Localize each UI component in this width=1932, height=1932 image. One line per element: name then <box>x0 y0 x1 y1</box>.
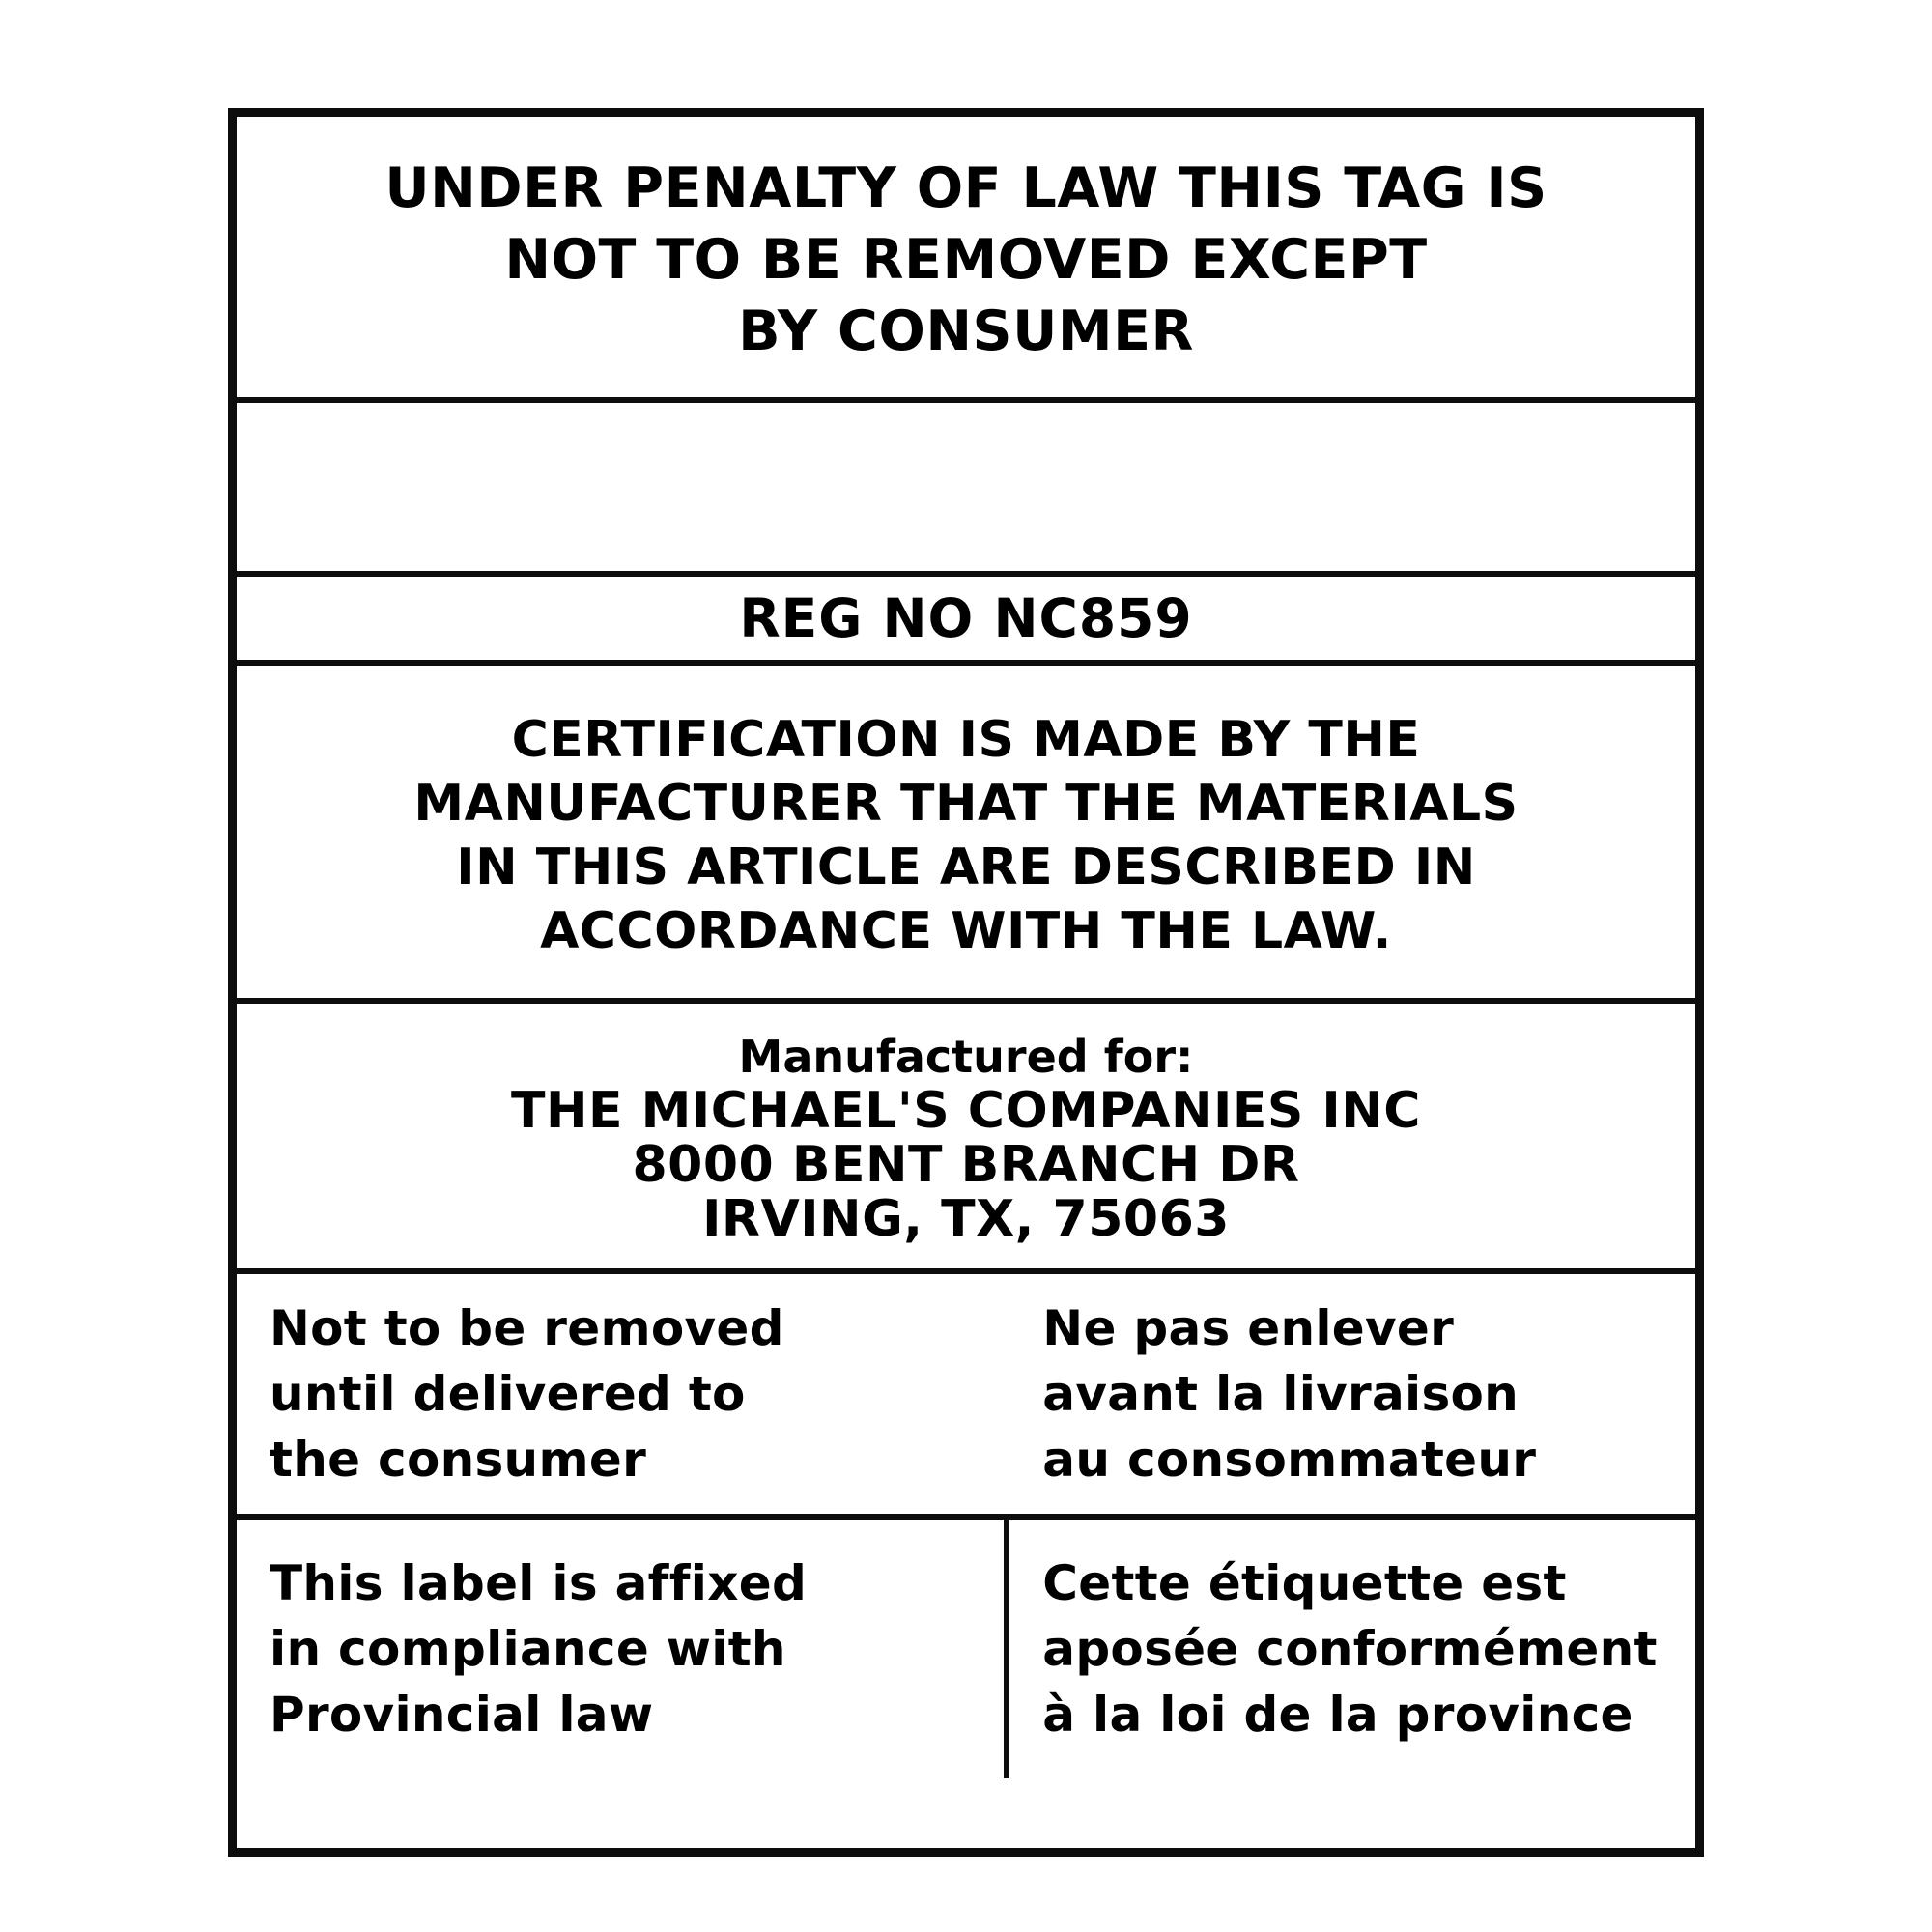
certification-line-2: MANUFACTURER THAT THE MATERIALS <box>413 775 1519 833</box>
penalty-notice-line-2: NOT TO BE REMOVED EXCEPT <box>504 228 1428 292</box>
registration-number: REG NO NC859 <box>739 587 1193 649</box>
removal-fr-line-2: avant la livraison <box>1042 1366 1520 1422</box>
manufacturer-row <box>237 1004 1695 1274</box>
manufactured-for-label: Manufactured for: <box>738 1031 1194 1083</box>
removal-notice-english <box>237 1274 1009 1514</box>
compliance-notice-english <box>237 1520 1009 1778</box>
law-label-tag <box>228 108 1704 1857</box>
compliance-en-line-2: in compliance with <box>270 1621 786 1677</box>
removal-notice-row <box>237 1274 1695 1520</box>
certification-line-4: ACCORDANCE WITH THE LAW. <box>540 902 1392 960</box>
penalty-notice-row <box>237 117 1695 403</box>
certification-line-1: CERTIFICATION IS MADE BY THE <box>511 711 1421 769</box>
manufacturer-city-state-zip: IRVING, TX, 75063 <box>702 1190 1230 1248</box>
manufacturer-street: 8000 BENT BRANCH DR <box>632 1136 1300 1194</box>
compliance-en-line-3: Provincial law <box>270 1687 654 1743</box>
removal-en-line-3: the consumer <box>270 1432 647 1488</box>
manufacturer-name: THE MICHAEL'S COMPANIES INC <box>511 1082 1421 1140</box>
blank-write-in-row <box>237 403 1695 577</box>
certification-statement-row <box>237 666 1695 1004</box>
penalty-notice-line-3: BY CONSUMER <box>738 299 1194 363</box>
compliance-notice-row <box>237 1520 1695 1778</box>
removal-en-line-2: until delivered to <box>270 1366 746 1422</box>
penalty-notice-line-1: UNDER PENALTY OF LAW THIS TAG IS <box>384 156 1548 220</box>
compliance-fr-line-1: Cette étiquette est <box>1042 1555 1567 1611</box>
removal-fr-line-1: Ne pas enlever <box>1042 1300 1455 1356</box>
removal-notice-french <box>1009 1274 1695 1514</box>
compliance-en-line-1: This label is affixed <box>270 1555 808 1611</box>
certification-line-3: IN THIS ARTICLE ARE DESCRIBED IN <box>456 838 1476 896</box>
compliance-fr-line-2: aposée conformément <box>1042 1621 1658 1677</box>
compliance-notice-french <box>1009 1520 1695 1778</box>
removal-fr-line-3: au consommateur <box>1042 1432 1537 1488</box>
registration-number-row <box>237 577 1695 666</box>
compliance-fr-line-3: à la loi de la province <box>1042 1687 1634 1743</box>
removal-en-line-1: Not to be removed <box>270 1300 784 1356</box>
